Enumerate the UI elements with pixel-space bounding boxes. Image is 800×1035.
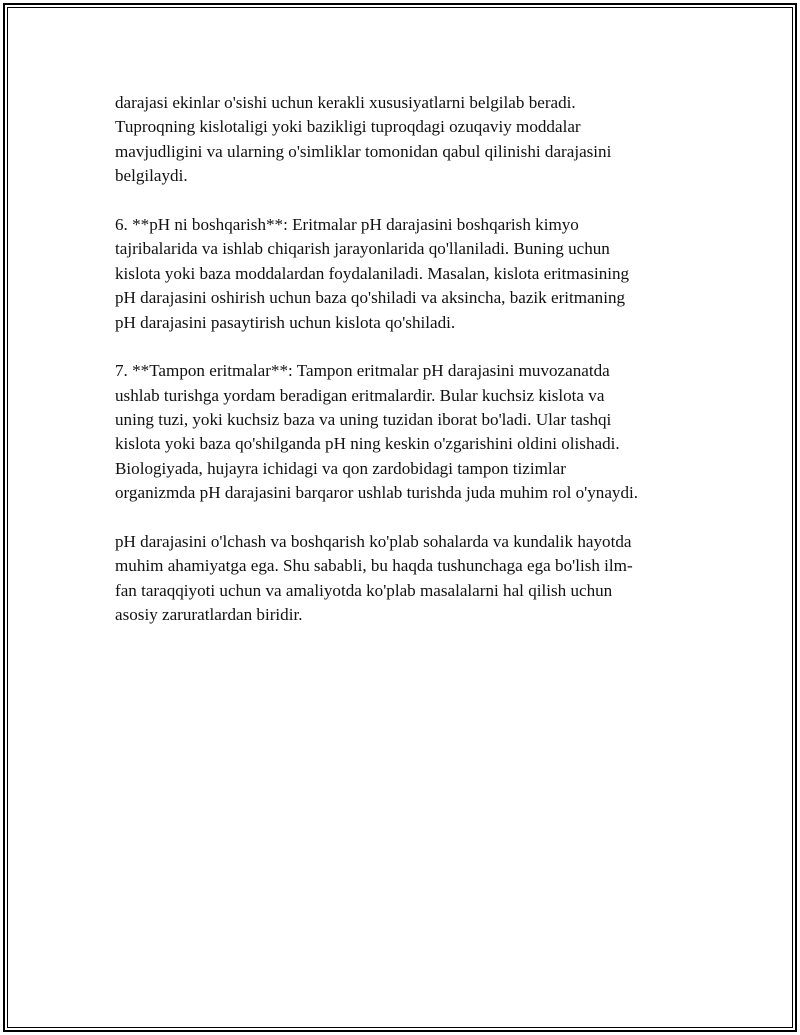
text-line: 6. **pH ni boshqarish**: Eritmalar pH darajasini boshqarish kimyo (115, 214, 579, 234)
paragraph-buffer-solutions (115, 359, 690, 505)
paragraph-conclusion (115, 530, 690, 628)
text-line: fan taraqqiyoti uchun va amaliyotda ko'plab masalalarni hal qilish uchun (115, 580, 613, 600)
text-line: pH darajasini o'lchash va boshqarish ko'plab sohalarda va kundalik hayotda (115, 532, 632, 552)
text-line: ushlab turishga yordam beradigan eritmalardir. Bular kuchsiz kislota va (115, 385, 605, 405)
text-line: mavjudligini va ularning o'simliklar tomonidan qabul qilinishi darajasini (115, 141, 612, 161)
text-line: Biologiyada, hujayra ichidagi va qon zardobidagi tampon tizimlar (115, 458, 566, 478)
text-line: asosiy zaruratlardan biridir. (115, 605, 303, 625)
text-line: pH darajasini oshirish uchun baza qo'shiladi va aksincha, bazik eritmaning (115, 288, 626, 308)
text-line: uning tuzi, yoki kuchsiz baza va uning tuzidan iborat bo'ladi. Ular tashqi (115, 410, 612, 430)
text-line: darajasi ekinlar o'sishi uchun kerakli xususiyatlarni belgilab beradi. (115, 93, 576, 112)
paragraph-soil-ph (115, 91, 690, 189)
text-line: Tuproqning kislotaligi yoki bazikligi tuproqdagi ozuqaviy moddalar (115, 117, 581, 137)
text-line: tajribalarida va ishlab chiqarish jarayonlarida qo'llaniladi. Buning uchun (115, 239, 610, 259)
text-line: muhim ahamiyatga ega. Shu sababli, bu haqda tushunchaga ega bo'lish ilm- (115, 556, 633, 576)
document-body (115, 91, 690, 652)
paragraph-ph-control (115, 213, 690, 335)
text-line: pH darajasini pasaytirish uchun kislota qo'shiladi. (115, 312, 456, 332)
text-line: belgilaydi. (115, 166, 188, 186)
text-line: organizmda pH darajasini barqaror ushlab turishda juda muhim rol o'ynaydi. (115, 483, 639, 503)
text-line: 7. **Tampon eritmalar**: Tampon eritmalar pH darajasini muvozanatda (115, 361, 610, 381)
text-line: kislota yoki baza qo'shilganda pH ning keskin o'zgarishini oldini olishadi. (115, 434, 620, 454)
text-line: kislota yoki baza moddalardan foydalaniladi. Masalan, kislota eritmasining (115, 263, 630, 283)
